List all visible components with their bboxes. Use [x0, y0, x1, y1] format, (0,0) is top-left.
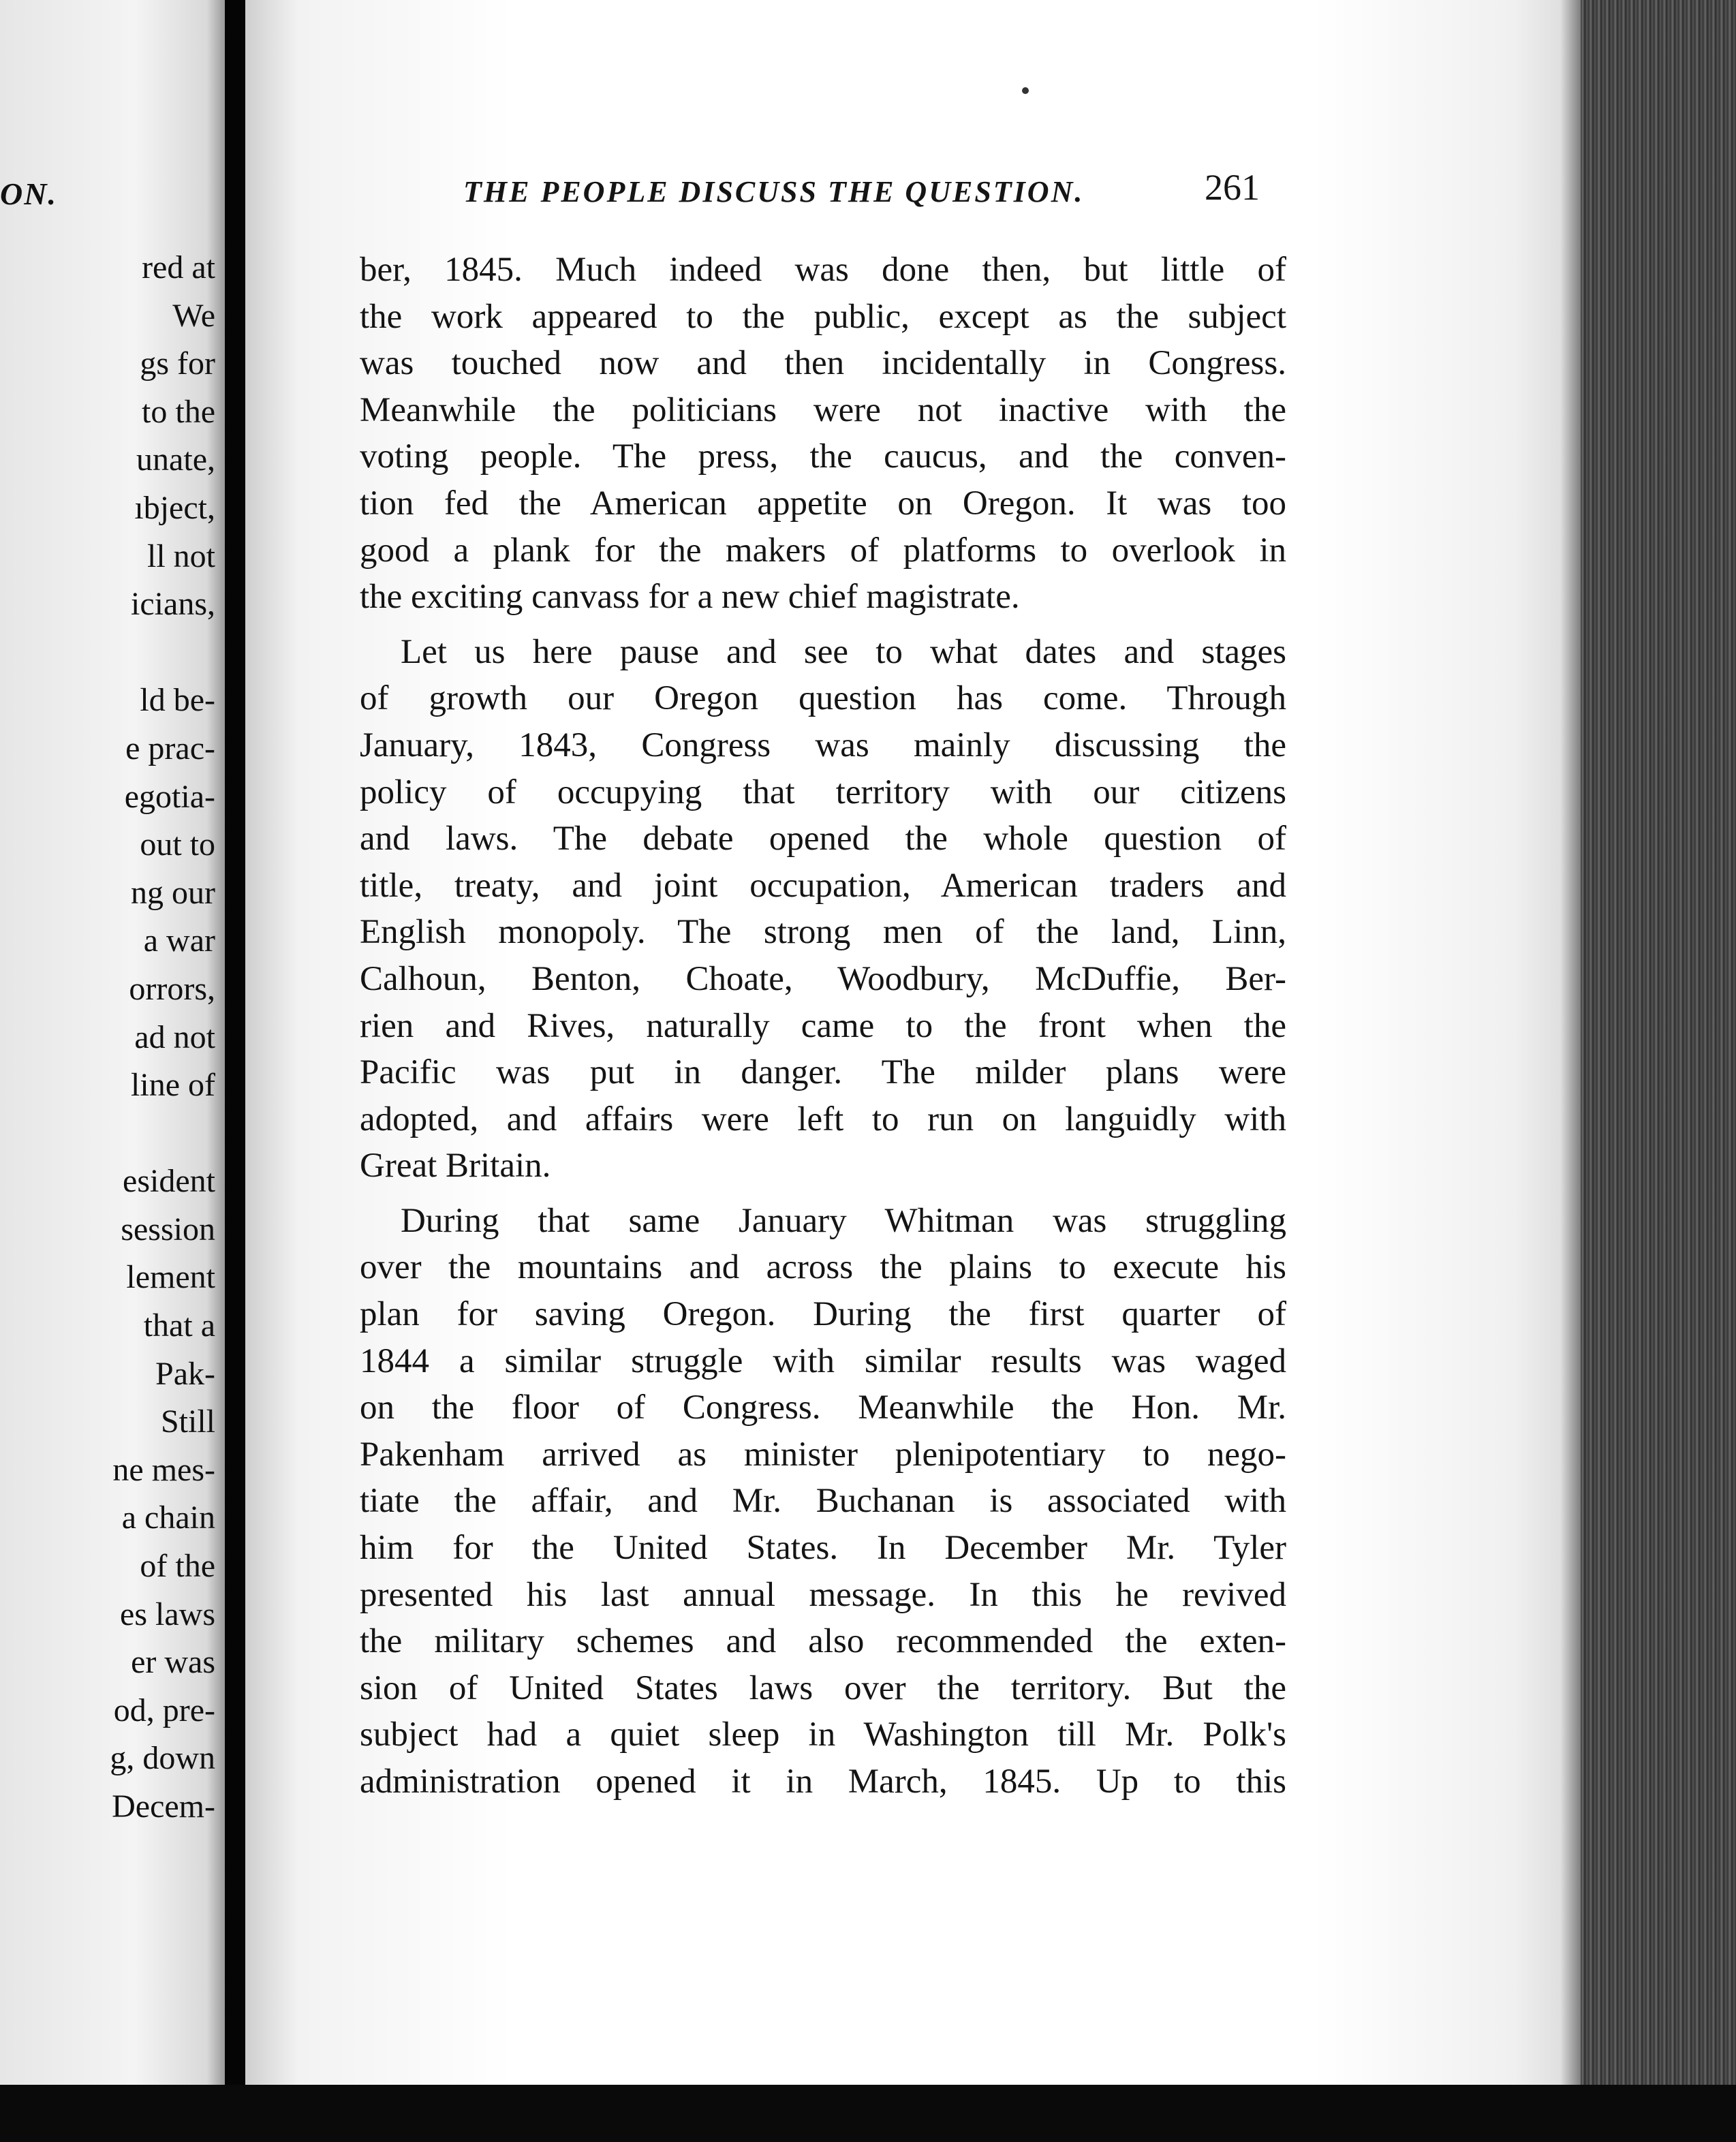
- left-page-text: [0, 244, 215, 1831]
- left-page-line: es laws: [120, 1596, 215, 1632]
- left-page-line: [0, 629, 215, 677]
- page-body-text: [360, 247, 1286, 1805]
- text-line: him for the United States. In December Mr. Tyler: [360, 1529, 1286, 1568]
- text-line: plan for saving Oregon. During the first quarter of: [360, 1295, 1286, 1334]
- left-page-line: line of: [131, 1067, 215, 1104]
- text-line: and laws. The debate opened the whole question of: [360, 820, 1286, 858]
- left-page-line: egotia-: [124, 778, 215, 815]
- text-line: the work appeared to the public, except as the subject: [360, 297, 1286, 336]
- left-page-line: We: [172, 297, 215, 334]
- paragraph: [360, 629, 1286, 1190]
- left-page-line: Pak-: [155, 1355, 215, 1392]
- text-line: During that same January Whitman was struggling: [401, 1201, 1286, 1240]
- left-page-line: a chain: [121, 1500, 215, 1536]
- left-page-line: e prac-: [125, 730, 215, 766]
- text-line: Meanwhile the politicians were not inactive with the: [360, 390, 1286, 429]
- text-line: title, treaty, and joint occupation, American traders and: [360, 866, 1286, 905]
- left-page-line: [0, 1110, 215, 1158]
- text-line: the military schemes and also recommended the exten-: [360, 1622, 1286, 1661]
- text-line: the exciting canvass for a new chief magistrate.: [360, 578, 1020, 617]
- text-line: was touched now and then incidentally in Congress.: [360, 344, 1286, 383]
- left-page-line: ll not: [146, 538, 215, 574]
- left-page-line: of the: [140, 1548, 215, 1585]
- text-line: English monopoly. The strong men of the land, Linn,: [360, 913, 1286, 952]
- text-line: subject had a quiet sleep in Washington till Mr. Polk's: [360, 1716, 1286, 1754]
- left-page-line: lement: [126, 1259, 215, 1296]
- left-page-line: ad not: [134, 1019, 215, 1055]
- text-line: Pacific was put in danger. The milder plans were: [360, 1053, 1286, 1092]
- text-line: sion of United States laws over the territory. But the: [360, 1668, 1286, 1707]
- text-line: good a plank for the makers of platforms to overlook in: [360, 531, 1286, 570]
- left-page-line: er was: [131, 1644, 215, 1681]
- text-line: on the floor of Congress. Meanwhile the Hon. Mr.: [360, 1388, 1286, 1427]
- text-line: rien and Rives, naturally came to the front when the: [360, 1006, 1286, 1045]
- ink-speck: [1022, 87, 1029, 94]
- text-line: of growth our Oregon question has come. Through: [360, 679, 1286, 718]
- left-running-head: ON.: [0, 176, 57, 211]
- text-line: presented his last annual message. In this he revived: [360, 1575, 1286, 1614]
- paragraph: [360, 247, 1286, 621]
- left-page-line: out to: [140, 826, 215, 863]
- left-page-line: ıbject,: [134, 489, 215, 526]
- left-page-line: gs for: [140, 345, 215, 382]
- left-page-line: red at: [142, 249, 215, 285]
- facing-page-left: [0, 0, 225, 2085]
- book-fore-edge: [1581, 0, 1736, 2142]
- scan-background: [0, 2085, 1736, 2142]
- text-line: ber, 1845. Much indeed was done then, but little of: [360, 251, 1286, 289]
- left-page-line: to the: [142, 393, 215, 430]
- text-line: January, 1843, Congress was mainly discussing the: [360, 726, 1286, 764]
- left-page-line: icians,: [131, 586, 215, 623]
- left-page-line: orrors,: [129, 970, 215, 1007]
- left-page-line: unate,: [136, 441, 215, 478]
- text-line: policy of occupying that territory with our citizens: [360, 773, 1286, 811]
- left-page-line: a war: [143, 922, 215, 959]
- text-line: 1844 a similar struggle with similar results was waged: [360, 1341, 1286, 1380]
- text-line: Great Britain.: [360, 1147, 551, 1185]
- book-gutter: [225, 0, 245, 2142]
- left-page-line: od, pre-: [113, 1692, 215, 1728]
- left-page-line: ne mes-: [112, 1451, 215, 1488]
- left-page-line: ld be-: [140, 682, 215, 719]
- text-line: tion fed the American appetite on Oregon. It was too: [360, 484, 1286, 523]
- text-line: Let us here pause and see to what dates and stages: [401, 632, 1286, 671]
- left-page-line: that a: [143, 1307, 215, 1344]
- text-line: voting people. The press, the caucus, and the conven-: [360, 437, 1286, 476]
- running-head: THE PEOPLE DISCUSS THE QUESTION.: [463, 175, 1085, 208]
- text-line: tiate the affair, and Mr. Buchanan is associated with: [360, 1482, 1286, 1521]
- text-line: Pakenham arrived as minister plenipotentiary to nego-: [360, 1435, 1286, 1474]
- paragraph: [360, 1198, 1286, 1805]
- text-line: Calhoun, Benton, Choate, Woodbury, McDuffie, Ber-: [360, 959, 1286, 998]
- text-line: administration opened it in March, 1845. Up to this: [360, 1763, 1286, 1801]
- text-line: adopted, and affairs were left to run on languidly with: [360, 1100, 1286, 1138]
- text-line: over the mountains and across the plains to execute his: [360, 1248, 1286, 1287]
- left-page-line: Still: [160, 1403, 215, 1440]
- left-page-line: ng our: [131, 874, 215, 911]
- left-page-line: g, down: [110, 1740, 215, 1777]
- left-page-line: session: [121, 1211, 215, 1247]
- left-page-line: Decem-: [112, 1788, 215, 1825]
- page-number: 261: [1205, 167, 1260, 208]
- left-page-line: esident: [123, 1163, 215, 1200]
